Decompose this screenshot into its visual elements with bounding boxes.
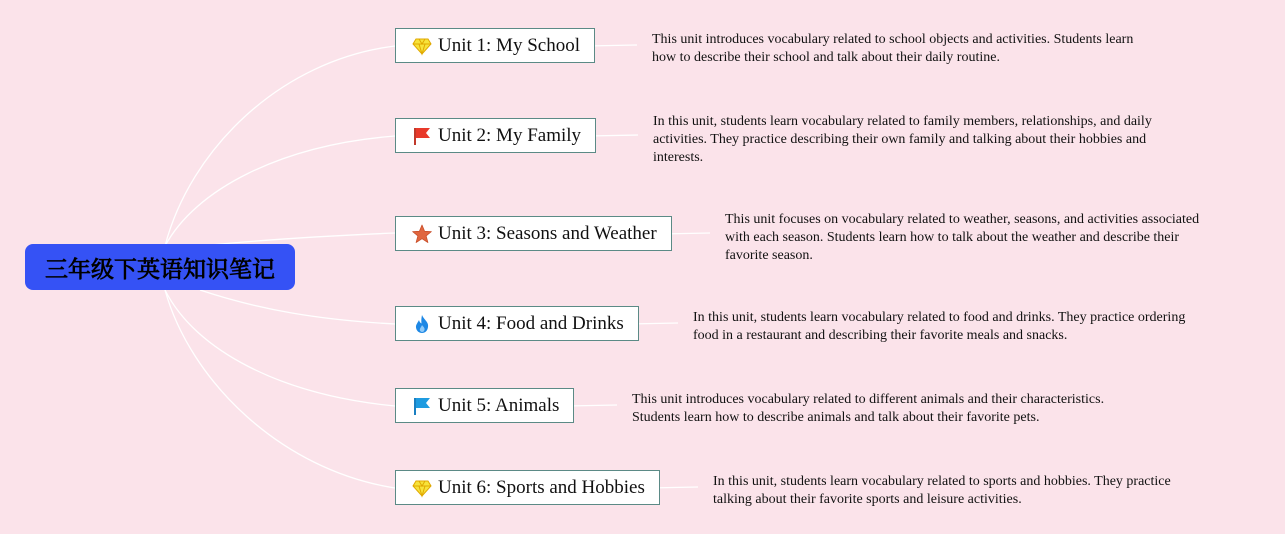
unit-2-node[interactable] [395, 118, 596, 153]
root-topic[interactable]: 三年级下英语知识笔记 [25, 244, 295, 290]
star-icon [412, 224, 432, 244]
desc-line-unit-5 [567, 405, 617, 406]
unit-5-node[interactable] [395, 388, 574, 423]
unit-5-title: Unit 5: Animals [438, 394, 560, 416]
unit-5-description: This unit introduces vocabulary related to different animals and their characteristics. Students learn how to describe animals and talk about their favorite pets. [632, 392, 1105, 425]
unit-3-title: Unit 3: Seasons and Weather [438, 222, 657, 244]
red-flag-icon [412, 126, 432, 146]
unit-1-node[interactable] [395, 28, 595, 63]
unit-4-description: In this unit, students learn vocabulary related to food and drinks. They practice ordering food in a restaurant and describing their favorite meals and snacks. [693, 310, 1186, 343]
unit-6-title: Unit 6: Sports and Hobbies [438, 476, 645, 498]
diamond-icon [412, 478, 432, 498]
unit-6-node[interactable] [395, 470, 660, 505]
unit-3-description: This unit focuses on vocabulary related to weather, seasons, and activities associated with each season. Students learn how to talk about the weather and describe their favorite season. [725, 212, 1200, 263]
unit-6-description: In this unit, students learn vocabulary related to sports and hobbies. They practice talking about their favorite sports and leisure activities. [713, 474, 1171, 507]
blue-flag-icon [412, 396, 432, 416]
unit-4-title: Unit 4: Food and Drinks [438, 312, 624, 334]
unit-1-title: Unit 1: My School [438, 34, 580, 56]
unit-2-title: Unit 2: My Family [438, 124, 582, 146]
unit-1-description: This unit introduces vocabulary related to school objects and activities. Students learn how to describe their school and talk about their daily routine. [652, 32, 1134, 65]
unit-4-node[interactable] [395, 306, 639, 341]
unit-3-node[interactable] [395, 216, 672, 251]
unit-2-description: In this unit, students learn vocabulary related to family members, relationships, and daily activities. They practice describing their own family and talking about their hobbies and interests. [653, 114, 1152, 165]
branch-line-unit-1 [165, 46, 395, 246]
diamond-icon [412, 36, 432, 56]
flame-icon [412, 314, 432, 334]
branch-line-unit-4 [200, 290, 395, 324]
branch-line-unit-5 [165, 290, 395, 406]
branch-line-unit-2 [165, 136, 395, 246]
branch-line-unit-6 [165, 290, 395, 488]
